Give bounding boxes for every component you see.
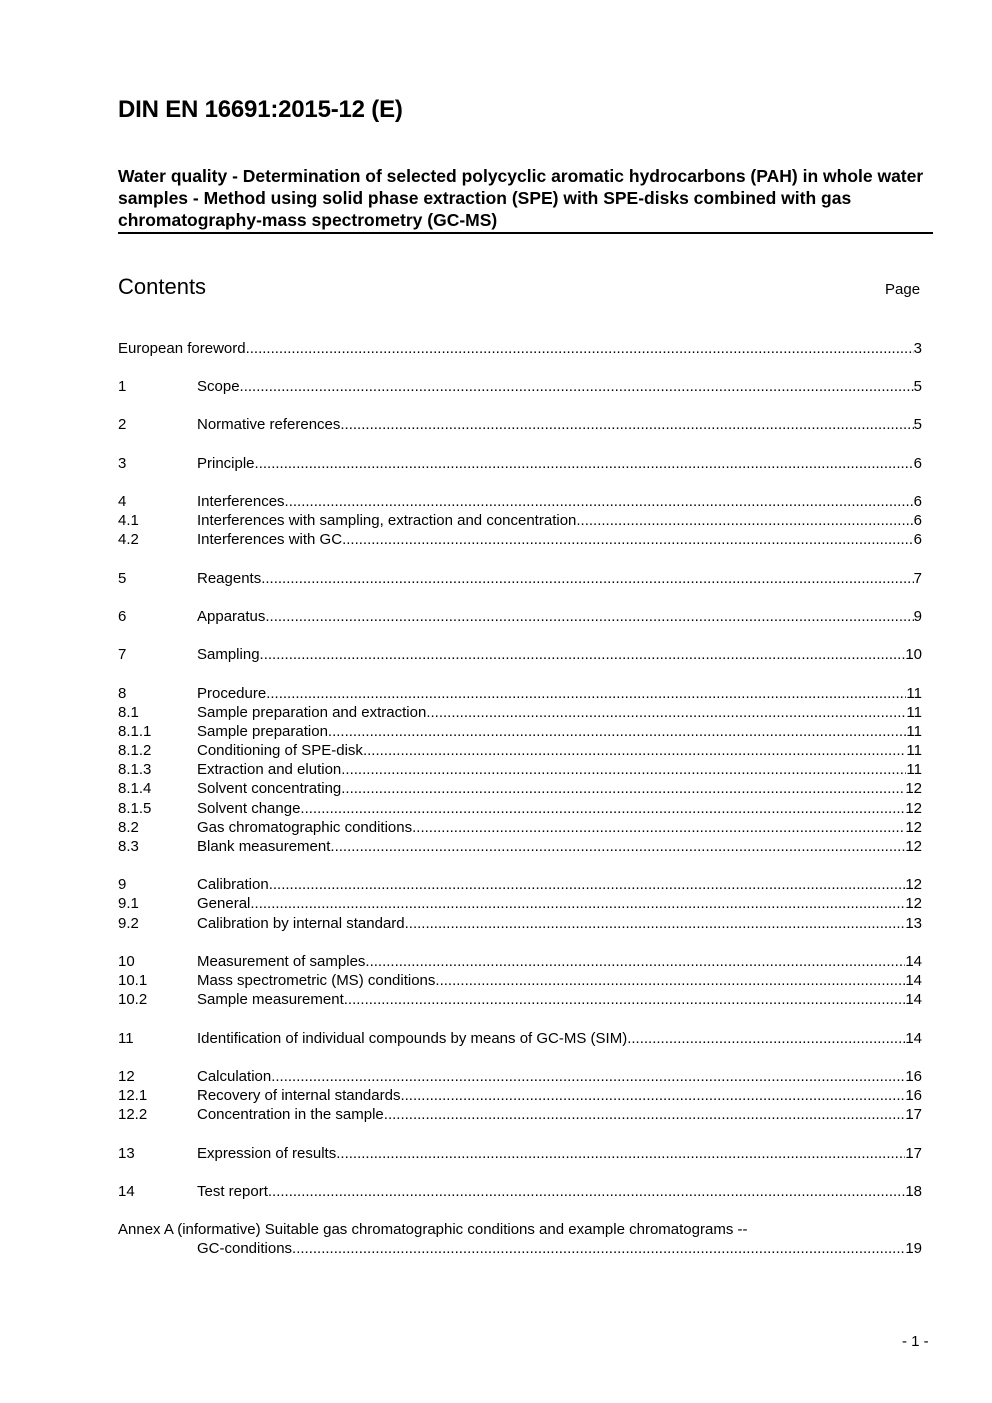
toc-entry-title: Reagents	[197, 570, 262, 587]
toc-entry-number: 4	[118, 493, 127, 510]
dot-leader	[344, 990, 906, 1009]
toc-entry[interactable]	[118, 722, 922, 741]
toc-entry-number: 12	[118, 1068, 135, 1085]
toc-entry-page: 12	[905, 800, 922, 817]
toc-entry-title: Scope	[197, 378, 240, 395]
toc-entry-number: 8.1.1	[118, 723, 152, 740]
toc-entry[interactable]	[118, 1029, 922, 1048]
toc-entry[interactable]	[118, 530, 922, 549]
toc-entry[interactable]	[118, 1105, 922, 1124]
toc-entry-number: 11	[118, 1030, 134, 1047]
toc-entry[interactable]	[118, 971, 922, 990]
toc-entry-title: Calibration	[197, 876, 269, 893]
toc-entry[interactable]	[118, 492, 922, 511]
toc-entry-title: Test report	[197, 1183, 268, 1200]
dot-leader	[412, 818, 905, 837]
toc-entry[interactable]	[118, 645, 922, 664]
toc-entry-title: Interferences with sampling, extraction and concentration	[197, 512, 577, 529]
toc-entry-page: 17	[905, 1145, 922, 1162]
dot-leader	[240, 377, 914, 396]
dot-leader	[246, 339, 914, 358]
dot-leader	[363, 741, 906, 760]
toc-entry-title: General	[197, 895, 251, 912]
toc-entry-title: Sample preparation and extraction	[197, 704, 427, 721]
toc-entry-number: 8	[118, 685, 127, 702]
toc-entry-page: 7	[913, 570, 922, 587]
annex-entry[interactable]	[118, 1239, 922, 1258]
toc-entry-title: Interferences with GC	[197, 531, 343, 548]
toc-entry-title: Measurement of samples	[197, 953, 366, 970]
toc-entry[interactable]	[118, 684, 922, 703]
toc-entry-number: 9.1	[118, 895, 139, 912]
toc-entry[interactable]	[118, 569, 922, 588]
toc-entry-number: 10.1	[118, 972, 148, 989]
toc-entry-page: 14	[905, 991, 922, 1008]
toc-entry-number: 8.3	[118, 838, 139, 855]
toc-entry-number: 8.1.4	[118, 780, 152, 797]
toc-entry-page: 3	[913, 340, 922, 357]
dot-leader	[300, 799, 905, 818]
toc-entry-number: 12.2	[118, 1106, 148, 1123]
toc-entry-title: Blank measurement	[197, 838, 331, 855]
annex-entry-subtitle: GC-conditions	[197, 1240, 293, 1257]
toc-entry-page: 10	[905, 646, 922, 663]
dot-leader	[342, 530, 914, 549]
toc-entry-number: 6	[118, 608, 127, 625]
contents-heading: Contents	[118, 274, 207, 299]
toc-entry[interactable]	[118, 914, 922, 933]
toc-entry[interactable]	[118, 1086, 922, 1105]
toc-entry-number: 4.2	[118, 531, 139, 548]
toc-entry-page: 6	[913, 455, 922, 472]
toc-entry-number: 4.1	[118, 512, 139, 529]
toc-entry-title: Apparatus	[197, 608, 266, 625]
toc-entry-page: 9	[913, 608, 922, 625]
toc-entry-page: 18	[905, 1183, 922, 1200]
toc-entry[interactable]	[118, 454, 922, 473]
toc-entry-number: 14	[118, 1183, 135, 1200]
toc-entry-page: 14	[905, 1030, 922, 1047]
dot-leader	[261, 569, 913, 588]
toc-entry-title: Expression of results	[197, 1145, 337, 1162]
toc-entry[interactable]	[118, 760, 922, 779]
toc-entry-page: 14	[905, 972, 922, 989]
dot-leader	[328, 722, 907, 741]
toc-entry[interactable]	[118, 779, 922, 798]
dot-leader	[269, 875, 906, 894]
toc-entry-number: 13	[118, 1145, 135, 1162]
dot-leader	[365, 952, 905, 971]
toc-entry-number: 9.2	[118, 915, 139, 932]
toc-entry-page: 6	[913, 493, 922, 510]
toc-entry-title: Concentration in the sample	[197, 1106, 384, 1123]
toc-entry-page: 11	[906, 723, 922, 740]
toc-entry-title: Identification of individual compounds by means of GC-MS (SIM)	[197, 1030, 628, 1047]
toc-entry[interactable]	[118, 741, 922, 760]
toc-entry[interactable]	[118, 894, 922, 913]
toc-entry[interactable]	[118, 1144, 922, 1163]
toc-entry-number: 8.1.5	[118, 800, 152, 817]
dot-leader	[266, 684, 906, 703]
document-id: DIN EN 16691:2015-12 (E)	[118, 96, 403, 123]
dot-leader	[340, 415, 913, 434]
toc-entry-title: Calibration by internal standard	[197, 915, 405, 932]
toc-entry-number: 12.1	[118, 1087, 148, 1104]
toc-entry-number: 8.1.3	[118, 761, 152, 778]
toc-entry-number: 8.2	[118, 819, 139, 836]
dot-leader	[435, 971, 905, 990]
toc-entry-title: Extraction and elution	[197, 761, 342, 778]
toc-entry-page: 12	[905, 895, 922, 912]
toc-entry-number: 8.1	[118, 704, 139, 721]
toc-entry[interactable]	[118, 415, 922, 434]
toc-entry[interactable]	[118, 607, 922, 626]
toc-entry[interactable]	[118, 990, 922, 1009]
dot-leader	[400, 1086, 905, 1105]
toc-entry-title: Sample preparation	[197, 723, 328, 740]
toc-entry-title: Recovery of internal standards	[197, 1087, 401, 1104]
dot-leader	[576, 511, 913, 530]
dot-leader	[292, 1239, 905, 1258]
toc-entry[interactable]	[118, 1182, 922, 1201]
toc-entry-page: 12	[905, 780, 922, 797]
toc-entry-page: 12	[905, 819, 922, 836]
toc-entry[interactable]	[118, 377, 922, 396]
toc-entry[interactable]	[118, 799, 922, 818]
dot-leader	[336, 1144, 905, 1163]
toc-entry-number: 3	[118, 455, 127, 472]
dot-leader	[260, 645, 906, 664]
annex-entry-title[interactable]: Annex A (informative) Suitable gas chromatographic conditions and example chromatograms --	[118, 1221, 748, 1238]
toc-entry-title: Solvent concentrating	[197, 780, 342, 797]
toc-entry-page: 5	[913, 378, 922, 395]
dot-leader	[250, 894, 905, 913]
toc-entry[interactable]	[118, 339, 922, 358]
annex-indent	[118, 1239, 197, 1258]
dot-leader	[405, 914, 906, 933]
dot-leader	[255, 454, 914, 473]
toc-entry-page: 6	[913, 531, 922, 548]
toc-entry[interactable]	[118, 875, 922, 894]
dot-leader	[268, 1182, 905, 1201]
toc-entry-title: Mass spectrometric (MS) conditions	[197, 972, 436, 989]
toc-entry-title: Calculation	[197, 1068, 272, 1085]
toc-entry-page: 11	[906, 704, 922, 721]
dot-leader	[330, 837, 905, 856]
toc-entry-page: 14	[905, 953, 922, 970]
dot-leader	[426, 703, 906, 722]
dot-leader	[627, 1029, 905, 1048]
annex-entry-page: 19	[905, 1240, 922, 1257]
toc-entry-page: 6	[913, 512, 922, 529]
toc-entry-title: Conditioning of SPE-disk	[197, 742, 363, 759]
toc-entry-page: 5	[913, 416, 922, 433]
toc-entry[interactable]	[118, 703, 922, 722]
toc-entry-number: 2	[118, 416, 127, 433]
toc-entry-page: 11	[906, 761, 922, 778]
dot-leader	[384, 1105, 906, 1124]
toc-entry-page: 12	[905, 838, 922, 855]
toc-entry-number: 9	[118, 876, 127, 893]
toc-entry-number: 10.2	[118, 991, 148, 1008]
toc-entry-number: 8.1.2	[118, 742, 152, 759]
toc-entry[interactable]	[118, 952, 922, 971]
toc-entry-title: Principle	[197, 455, 255, 472]
toc-entry-page: 16	[905, 1087, 922, 1104]
toc-entry-page: 17	[905, 1106, 922, 1123]
toc-entry-title: European foreword	[118, 340, 246, 357]
toc-entry-page: 11	[906, 742, 922, 759]
dot-leader	[341, 779, 905, 798]
dot-leader	[265, 607, 913, 626]
toc-entry-title: Sample measurement	[197, 991, 344, 1008]
toc-entry-title: Normative references	[197, 416, 341, 433]
toc-entry[interactable]	[118, 837, 922, 856]
document-title: Water quality - Determination of selected polycyclic aromatic hydrocarbons (PAH) in whole water samples - Method using solid phase extraction (SPE) with SPE-disks combined with gas chromatography-mass spectrometry (GC-MS)	[118, 165, 933, 234]
toc-entry[interactable]	[118, 818, 922, 837]
toc-entry-title: Solvent change	[197, 800, 301, 817]
page-column-heading: Page	[885, 281, 921, 298]
toc-entry-page: 16	[905, 1068, 922, 1085]
toc-entry-title: Interferences	[197, 493, 285, 510]
toc-entry[interactable]	[118, 1067, 922, 1086]
toc-entry-number: 5	[118, 570, 127, 587]
toc-entry-page: 13	[905, 915, 922, 932]
page-number: - 1 -	[902, 1333, 929, 1350]
toc-entry-number: 1	[118, 378, 127, 395]
toc-entry-page: 12	[905, 876, 922, 893]
toc-entry-page: 11	[906, 685, 922, 702]
dot-leader	[285, 492, 914, 511]
toc-entry-title: Procedure	[197, 685, 267, 702]
dot-leader	[271, 1067, 905, 1086]
toc-entry-number: 7	[118, 646, 127, 663]
dot-leader	[341, 760, 906, 779]
toc-entry[interactable]	[118, 511, 922, 530]
toc-entry-title: Gas chromatographic conditions	[197, 819, 413, 836]
toc-entry-number: 10	[118, 953, 135, 970]
toc-entry-title: Sampling	[197, 646, 260, 663]
